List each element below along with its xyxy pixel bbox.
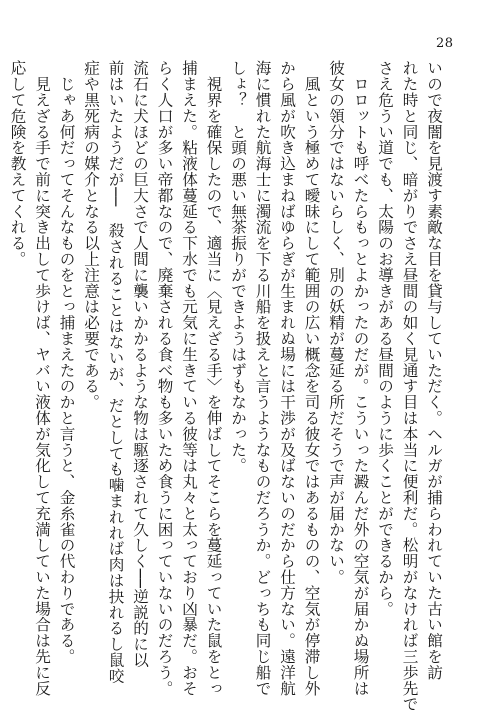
text-line: 海に慣れた航海士に濁流を下る川船を扱えと言うようなものだろうか。どっちも同じ船で [253,60,272,696]
page-number: 28 [436,36,454,51]
text-line: らく人口が多い帝都なので、廃棄される食べ物も多いため食うに困っていないのだろう。 [155,60,174,696]
text-line: ロロットも呼べたらもっとよかったのだが。こういった澱んだ外の空気が届かぬ場所は [351,60,370,696]
text-line: 流石に犬ほどの巨大さで人間に襲いかかるような物は駆逐されて久しく──逆説的に以 [131,60,149,668]
text-line: れた時と同じ、暗がりでさえ昼間の如く見通す目は本当に便利だ。松明がなければ三歩先で [400,60,419,712]
text-line: 応して危険を教えてくれる。 [8,60,27,267]
text-line: 症や黒死病の媒介となる以上注意は必要である。 [82,60,100,410]
text-line: 見えざる手で前に突き出して歩けば、ヤバい液体が気化して充満していた場合は先に反 [33,60,51,696]
text-line: いので夜闇を見渡す素敵な目を貸与していただく。ヘルガが捕らわれていた古い館を訪 [425,60,443,681]
novel-text-block [8,60,446,712]
text-line: さえ危うい道でも、太陽のお導きがある昼間のように歩くことができるから。 [376,60,394,617]
text-line: 前はいたようだが── 殺されることはないが、だとしても噛まれれば肉は抉れるし鼠咬 [106,60,125,684]
text-line: じゃあ何だってそんなものをとっ捕まえたのかと言うと、金糸雀の代わりである。 [57,60,76,665]
text-line: しょ？ と頭の悪い無茶振りができようはずもなかった。 [229,60,247,474]
text-line: 捕まえた。粘液体蔓延る下水でも元気に生きている彼等は丸々と太っており凶暴だ。おそ [180,60,198,696]
text-line: から風が吹き込まねばゆらぎが生まれぬ場には干渉が及ばないのだから仕方ない。遠洋航 [278,60,296,696]
text-line: 彼女の領分ではないらしく、別の妖精が蔓延る所だそうで声が届かない。 [327,60,345,585]
text-line: 風という極めて曖昧にして範囲の広い概念を司る彼女ではあるものの、空気が停滞し外 [302,60,321,696]
text-line: 視界を確保したので、適当に〈見えざる手〉を伸ばしてそこらを蔓延っていた鼠をとっ [204,60,223,696]
